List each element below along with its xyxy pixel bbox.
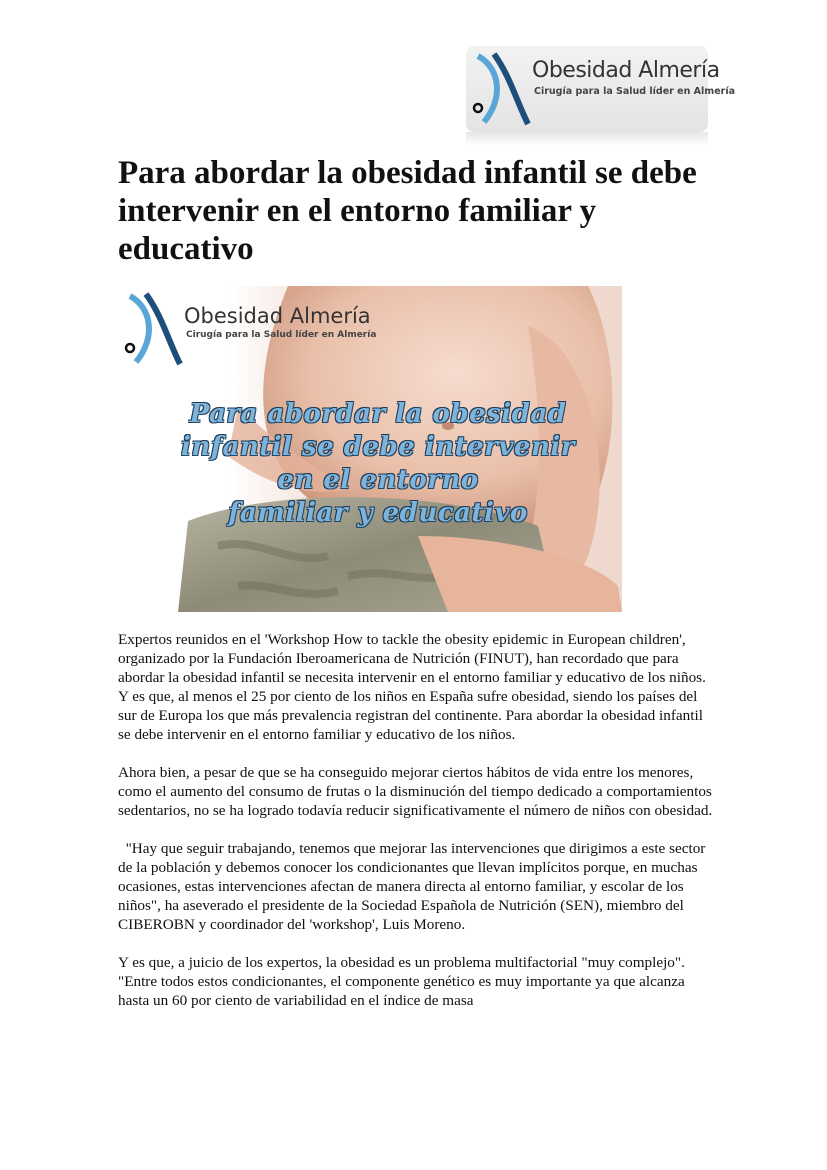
article-title: Para abordar la obesidad infantil se debe intervenir en el entorno familiar y educativo [118, 155, 697, 267]
header-logo [466, 46, 735, 132]
paragraph: Expertos reunidos en el 'Workshop How to tackle the obesity epidemic in European children', organizado por la Fundación Iberoamericana de Nutrición (FINUT), han recordado que para abordar la obesidad infantil se necesita intervenir en el entorno familiar y educativo de los niños. Y es que, al menos el 25 por ciento de los niños en España sufre obesidad, siendo los países del sur de Europa los que más prevalencia registran del continente. Para abordar la obesidad infantil se debe intervenir en el entorno familiar y educativo de los niños. [118, 631, 710, 743]
overlay-line: familiar y educativo [228, 498, 528, 528]
hero-overlay-text [138, 398, 618, 530]
hero-image [118, 286, 622, 612]
logo-tagline: Cirugía para la Salud líder en Almería [534, 86, 735, 97]
hero-logo-name: Obesidad Almería [184, 304, 371, 328]
paragraph: Ahora bien, a pesar de que se ha conseguido mejorar ciertos hábitos de vida entre los menores, como el aumento del consumo de frutas o la disminución del tiempo dedicado a comportamientos sedentarios, no se ha logrado todavía reducir significativamente el número de niños con obesidad. [118, 764, 716, 819]
hero-logo-tagline: Cirugía para la Salud líder en Almería [186, 330, 377, 340]
paragraph: "Hay que seguir trabajando, tenemos que mejorar las intervenciones que dirigimos a este sector de la población y debemos conocer los condicionantes que llevan implícitos porque, en muchas ocasiones, estas intervenciones afectan de manera directa al entorno familiar, y escolar de los niños", ha aseverado el presidente de la Sociedad Española de Nutrición (SEN), miembro del CIBEROBN y coordinador del 'workshop', Luis Moreno. [118, 840, 710, 933]
logo-mark-icon [470, 50, 532, 128]
overlay-line: infantil se debe intervenir [181, 432, 575, 462]
logo-reflection [466, 132, 708, 146]
overlay-line: Para abordar la obesidad [189, 399, 567, 429]
paragraph: Y es que, a juicio de los expertos, la obesidad es un problema multifactorial "muy complejo". "Entre todos estos condicionantes, el componente genético es muy importante ya que alcanza hasta un 60 por ciento de variabilidad en el índice de masa [118, 954, 689, 1009]
logo-name: Obesidad Almería [532, 58, 720, 83]
article-body [118, 630, 718, 1029]
overlay-line: en el entorno [277, 465, 479, 495]
